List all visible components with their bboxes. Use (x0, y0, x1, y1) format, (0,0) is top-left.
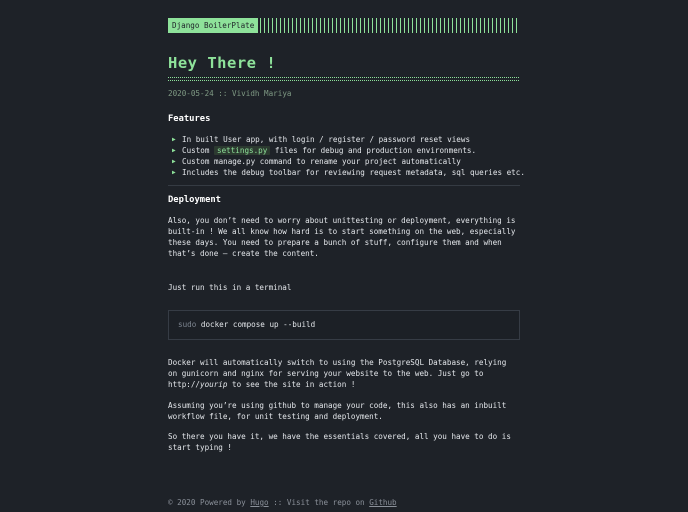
code-command: docker compose up --build (200, 320, 316, 329)
post-author: Vividh Mariya (232, 89, 292, 98)
features-heading: Features (168, 114, 211, 124)
yourip-text: yourip (200, 380, 228, 390)
meta-separator: :: (218, 89, 228, 98)
docker-text: Docker will automatically switch to using the PostgreSQL Database, relying on gunicorn and nginx for serving your website to the web. Just go to http:// (168, 358, 507, 390)
deployment-paragraph: Also, you don’t need to worry about unittesting or deployment, everything is built-in ! We all know how hard is to start something on the web, especially these days. You need to prepare a bunch of stuff, configure them and when that’s done — create the content. (168, 216, 516, 259)
list-item (168, 134, 520, 145)
list-item-text: Includes the debug toolbar for reviewing request metadata, sql queries etc. (182, 168, 525, 177)
triangle-bullet-icon: ▶ (172, 169, 176, 176)
footer-prefix: © 2020 Powered by (168, 498, 246, 507)
closing-paragraph: So there you have it, we have the essentials covered, all you have to do is start typing ! (168, 432, 511, 453)
list-item-text: Custom manage.py command to rename your project automatically (182, 157, 461, 166)
list-item (168, 156, 520, 167)
list-item-text: Custom (182, 146, 210, 155)
github-link[interactable]: Github (369, 498, 397, 507)
post-title: Hey There ! (168, 54, 277, 72)
docker-paragraph (168, 357, 520, 390)
title-divider (168, 77, 520, 81)
deployment-heading: Deployment (168, 195, 221, 205)
section-divider (168, 185, 520, 186)
triangle-bullet-icon: ▶ (172, 136, 176, 143)
github-paragraph: Assuming you’re using github to manage your code, this also has an inbuilt workflow file, for unit testing and deployment. (168, 401, 507, 422)
site-header (168, 18, 520, 33)
post-date: 2020-05-24 (168, 89, 214, 98)
run-instruction: Just run this in a terminal (168, 283, 292, 292)
hugo-link[interactable]: Hugo (250, 498, 269, 507)
footer-middle: :: Visit the repo on (273, 498, 365, 507)
list-item-text: In built User app, with login / register / password reset views (182, 135, 471, 144)
triangle-bullet-icon: ▶ (172, 147, 176, 154)
features-list (168, 134, 525, 178)
code-keyword: sudo (178, 320, 197, 329)
docker-text-end: to see the site in action ! (227, 380, 356, 390)
list-item-text: files for debug and production environments. (274, 146, 477, 155)
site-logo[interactable]: Django BoilerPlate (168, 18, 258, 33)
code-block[interactable] (168, 310, 520, 340)
post-meta (168, 89, 291, 98)
list-item (168, 167, 525, 178)
header-decorative-bars (256, 18, 520, 33)
list-item (168, 145, 520, 156)
inline-code: settings.py (214, 146, 270, 155)
site-footer (168, 498, 397, 507)
triangle-bullet-icon: ▶ (172, 158, 176, 165)
